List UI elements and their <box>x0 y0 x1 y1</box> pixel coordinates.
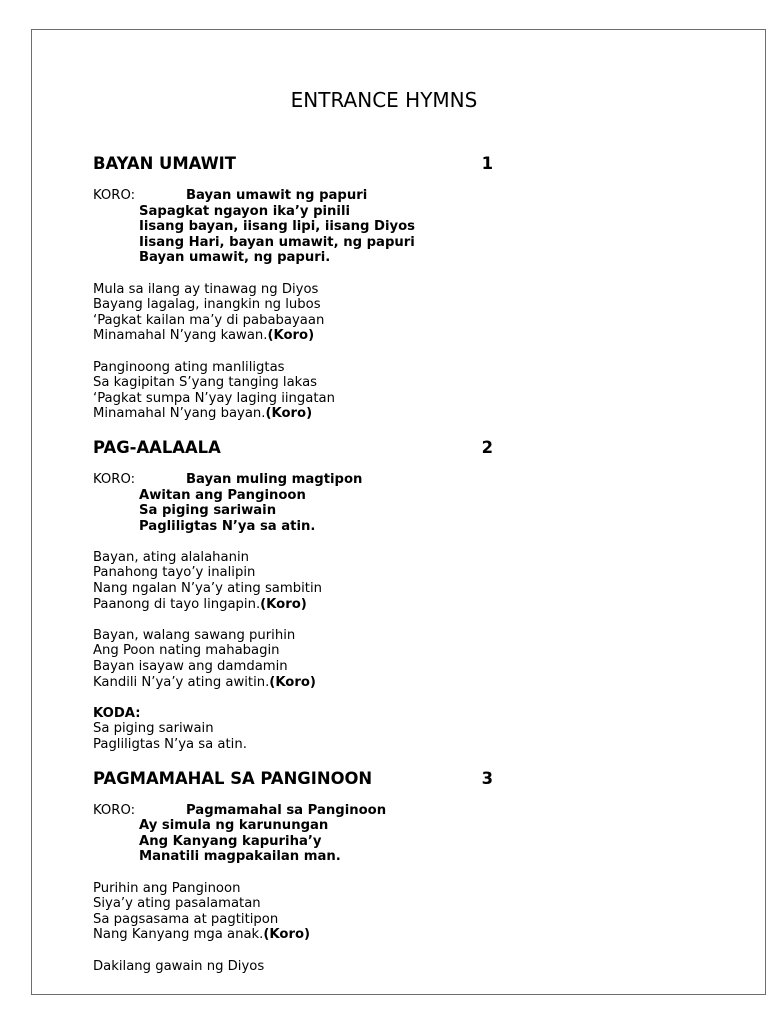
verse-last-line <box>93 675 493 691</box>
verse-line-text: Minamahal N’yang bayan. <box>93 406 266 422</box>
verse-line: Bayan, walang sawang purihin <box>93 627 296 643</box>
koro-first-line <box>93 188 493 204</box>
koro-cue: (Koro) <box>260 596 307 612</box>
koro-line: Sapagkat ngayon ika’y pinili <box>139 203 350 219</box>
verse-last-line <box>93 927 493 943</box>
hymn-2 <box>93 438 493 753</box>
verse-last-line <box>93 597 493 613</box>
koro-line: Sa piging sariwain <box>139 503 277 519</box>
koro-line: Iisang Hari, bayan umawit, ng papuri <box>139 234 415 250</box>
hymn-heading <box>93 154 493 174</box>
verse-line: Dakilang gawain ng Diyos <box>93 958 265 974</box>
verse-line: ‘Pagkat kailan ma’y di pababayaan <box>93 312 325 328</box>
koro-cue: (Koro) <box>269 674 316 690</box>
koda-line: Pagliligtas N’ya sa atin. <box>93 737 247 752</box>
hymn-number: 3 <box>481 768 493 788</box>
verse-line: ‘Pagkat sumpa N’yay laging iingatan <box>93 390 335 406</box>
verse-line: Bayan, ating alalahanin <box>93 549 249 565</box>
koro-line: Pagliligtas N’ya sa atin. <box>139 518 316 534</box>
verse-line: Panahong tayo’y inalipin <box>93 565 256 581</box>
hymn-heading <box>93 769 493 789</box>
hymn-number: 2 <box>481 437 493 457</box>
koro-cue: (Koro) <box>265 406 313 422</box>
koro-cue: (Koro) <box>267 328 315 344</box>
verse-line: Panginoong ating manliligtas <box>93 359 285 375</box>
verse-line-text: Kandili N’ya’y ating awitin. <box>93 674 270 690</box>
koda-label: KODA: <box>93 705 141 721</box>
hymn-title: BAYAN UMAWIT <box>93 154 236 173</box>
koro-line: Bayan muling magtipon <box>186 471 363 487</box>
koro-line: Bayan umawit, ng papuri. <box>139 250 331 266</box>
verse-line: Ang Poon nating mahabagin <box>93 643 280 659</box>
koro-line: Pagmamahal sa Panginoon <box>186 802 387 818</box>
verse-line: Bayang lagalag, inangkin ng lubos <box>93 297 321 313</box>
koro-line: Iisang bayan, iisang lipi, iisang Diyos <box>139 219 416 235</box>
verse-line: Purihin ang Panginoon <box>93 880 241 896</box>
verse-line: Nang ngalan N’ya’y ating sambitin <box>93 581 322 597</box>
verse-last-line <box>93 406 493 422</box>
hymn-content <box>93 154 493 974</box>
koro-first-line <box>93 472 493 488</box>
hymn-1 <box>93 154 493 422</box>
koro-line: Manatili magpakailan man. <box>139 849 341 865</box>
koro-line: Ang Kanyang kapuriha’y <box>139 833 322 849</box>
verse-line-text: Nang Kanyang mga anak. <box>93 927 264 943</box>
koro-label: KORO: <box>93 471 136 487</box>
hymn-3 <box>93 769 493 975</box>
verse-line: Mula sa ilang ay tinawag ng Diyos <box>93 281 319 297</box>
koro-cue: (Koro) <box>263 927 311 943</box>
koda-line: Sa piging sariwain <box>93 721 214 737</box>
koro-line: Bayan umawit ng papuri <box>186 188 368 203</box>
koro-line: Awitan ang Panginoon <box>139 487 306 503</box>
verse-line: Sa pagsasama at pagtitipon <box>93 911 279 927</box>
hymn-title: PAGMAMAHAL SA PANGINOON <box>93 768 373 788</box>
koro-first-line <box>93 803 493 819</box>
verse-last-line <box>93 328 493 344</box>
verse-line-text: Minamahal N’yang kawan. <box>93 328 268 344</box>
hymn-title: PAG-AALAALA <box>93 437 221 457</box>
verse-line: Sa kagipitan S’yang tanging lakas <box>93 375 318 391</box>
verse-line: Bayan isayaw ang damdamin <box>93 659 288 675</box>
hymn-heading <box>93 438 493 458</box>
koro-label: KORO: <box>93 188 136 203</box>
koro-label: KORO: <box>93 802 136 818</box>
hymn-number: 1 <box>481 154 493 173</box>
document-title: ENTRANCE HYMNS <box>290 88 478 112</box>
verse-line: Siya’y ating pasalamatan <box>93 896 261 912</box>
verse-line-text: Paanong di tayo lingapin. <box>93 596 261 612</box>
koro-line: Ay simula ng karunungan <box>139 818 329 834</box>
